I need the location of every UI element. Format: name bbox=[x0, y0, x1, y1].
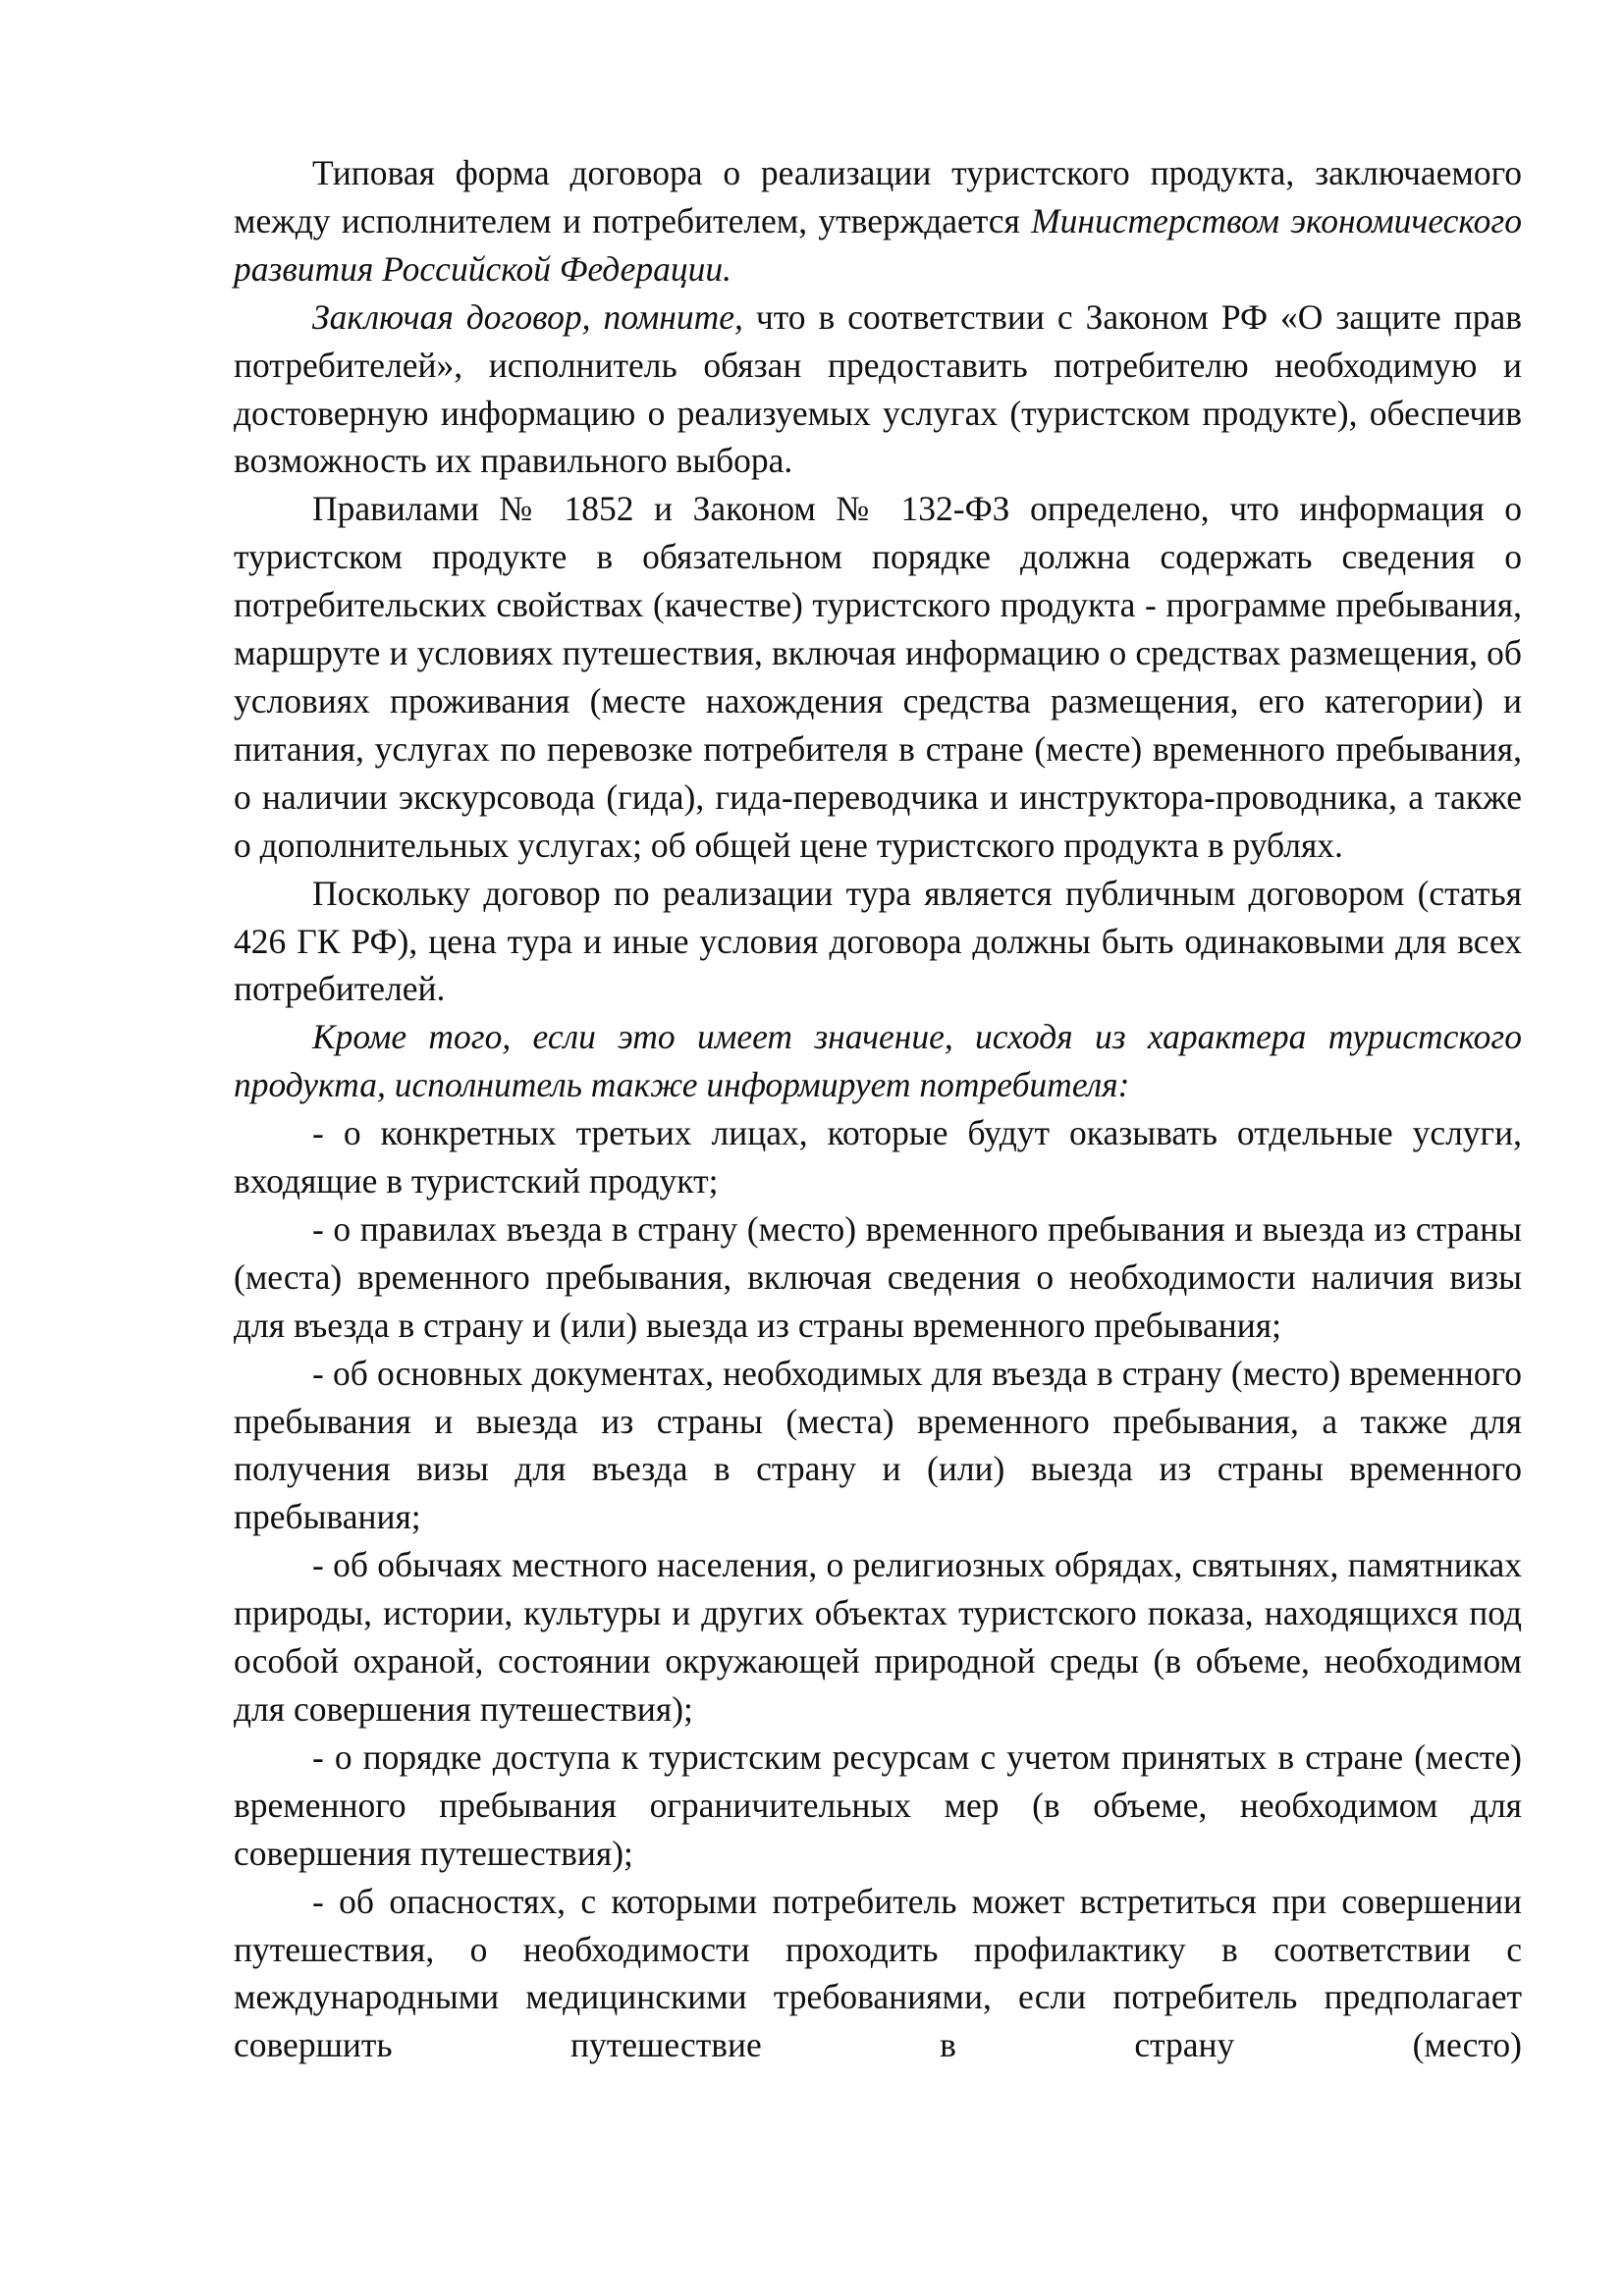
list-item-documents: - об основных документах, необходимых для въезда в страну (место) временного пребывания и выезда из страны (места) временного пребывания, а также для получения визы для въезда в страну и (или) выезда из страны временного пребывания; bbox=[234, 1353, 1522, 1537]
list-item-customs: - об обычаях местного населения, о религиозных обрядах, святынях, памятниках природы, истории, культуры и других объектах туристского показа, находящихся под особой охраной, состоянии окружающей природной среды (в объеме, необходимом для совершения путешествия); bbox=[234, 1545, 1522, 1729]
document-page bbox=[234, 149, 1522, 2069]
ministry-name: Министерством экономического развития Российской Федерации. bbox=[234, 200, 1522, 289]
paragraph-text: Типовая форма договора о реализации туристского продукта, заключаемого между исполнителем и потребителем, утверждается bbox=[234, 153, 1522, 240]
list-item-third-parties: - о конкретных третьих лицах, которые будут оказывать отдельные услуги, входящие в туристский продукт; bbox=[234, 1113, 1522, 1201]
remember-phrase: Заключая договор, помните, bbox=[312, 296, 743, 337]
paragraph-text: что в соответствии с Законом РФ «О защите прав потребителей», исполнитель обязан предоставить потребителю необходимую и достоверную информацию о реализуемых услугах (туристском продукте), обеспечив возможность их правильного выбора. bbox=[234, 296, 1522, 481]
paragraph-rules-info: Правилами № 1852 и Законом № 132-ФЗ определено, что информация о туристском продукте в обязательном порядке должна содержать сведения о потребительских свойствах (качестве) туристского продукта - программе пребывания, маршруте и условиях путешествия, включая информацию о средствах размещения, об условиях проживания (месте нахождения средства размещения, его категории) и питания, услугах по перевозке потребителя в стране (месте) временного пребывания, о наличии экскурсовода (гида), гида-переводчика и инструктора-проводника, а также о дополнительных услугах; об общей цене туристского продукта в рублях. bbox=[234, 489, 1522, 865]
list-item-entry-rules: - о правилах въезда в страну (место) временного пребывания и выезда из страны (места) временного пребывания, включая сведения о необходимости наличия визы для въезда в страну и (или) выезда из страны временного пребывания; bbox=[234, 1208, 1522, 1345]
paragraph-remember bbox=[234, 294, 1522, 486]
paragraph-public-contract: Поскольку договор по реализации тура является публичным договором (статья 426 ГК РФ), цена тура и иные условия договора должны быть одинаковыми для всех потребителей. bbox=[234, 873, 1522, 1009]
paragraph-contract-form bbox=[234, 149, 1522, 294]
list-item-dangers: - об опасностях, с которыми потребитель может встретиться при совершении путешествия, о необходимости проходить профилактику в соответствии с международными медицинскими требованиями, если потребитель предполагает совершить путешествие в страну (место) bbox=[234, 1881, 1522, 2065]
paragraph-additional-info: Кроме того, если это имеет значение, исходя из характера туристского продукта, исполнитель также информирует потребителя: bbox=[234, 1017, 1522, 1105]
list-item-resource-access: - о порядке доступа к туристским ресурсам с учетом принятых в стране (месте) временного пребывания ограничительных мер (в объеме, необходимом для совершения путешествия); bbox=[234, 1736, 1522, 1873]
